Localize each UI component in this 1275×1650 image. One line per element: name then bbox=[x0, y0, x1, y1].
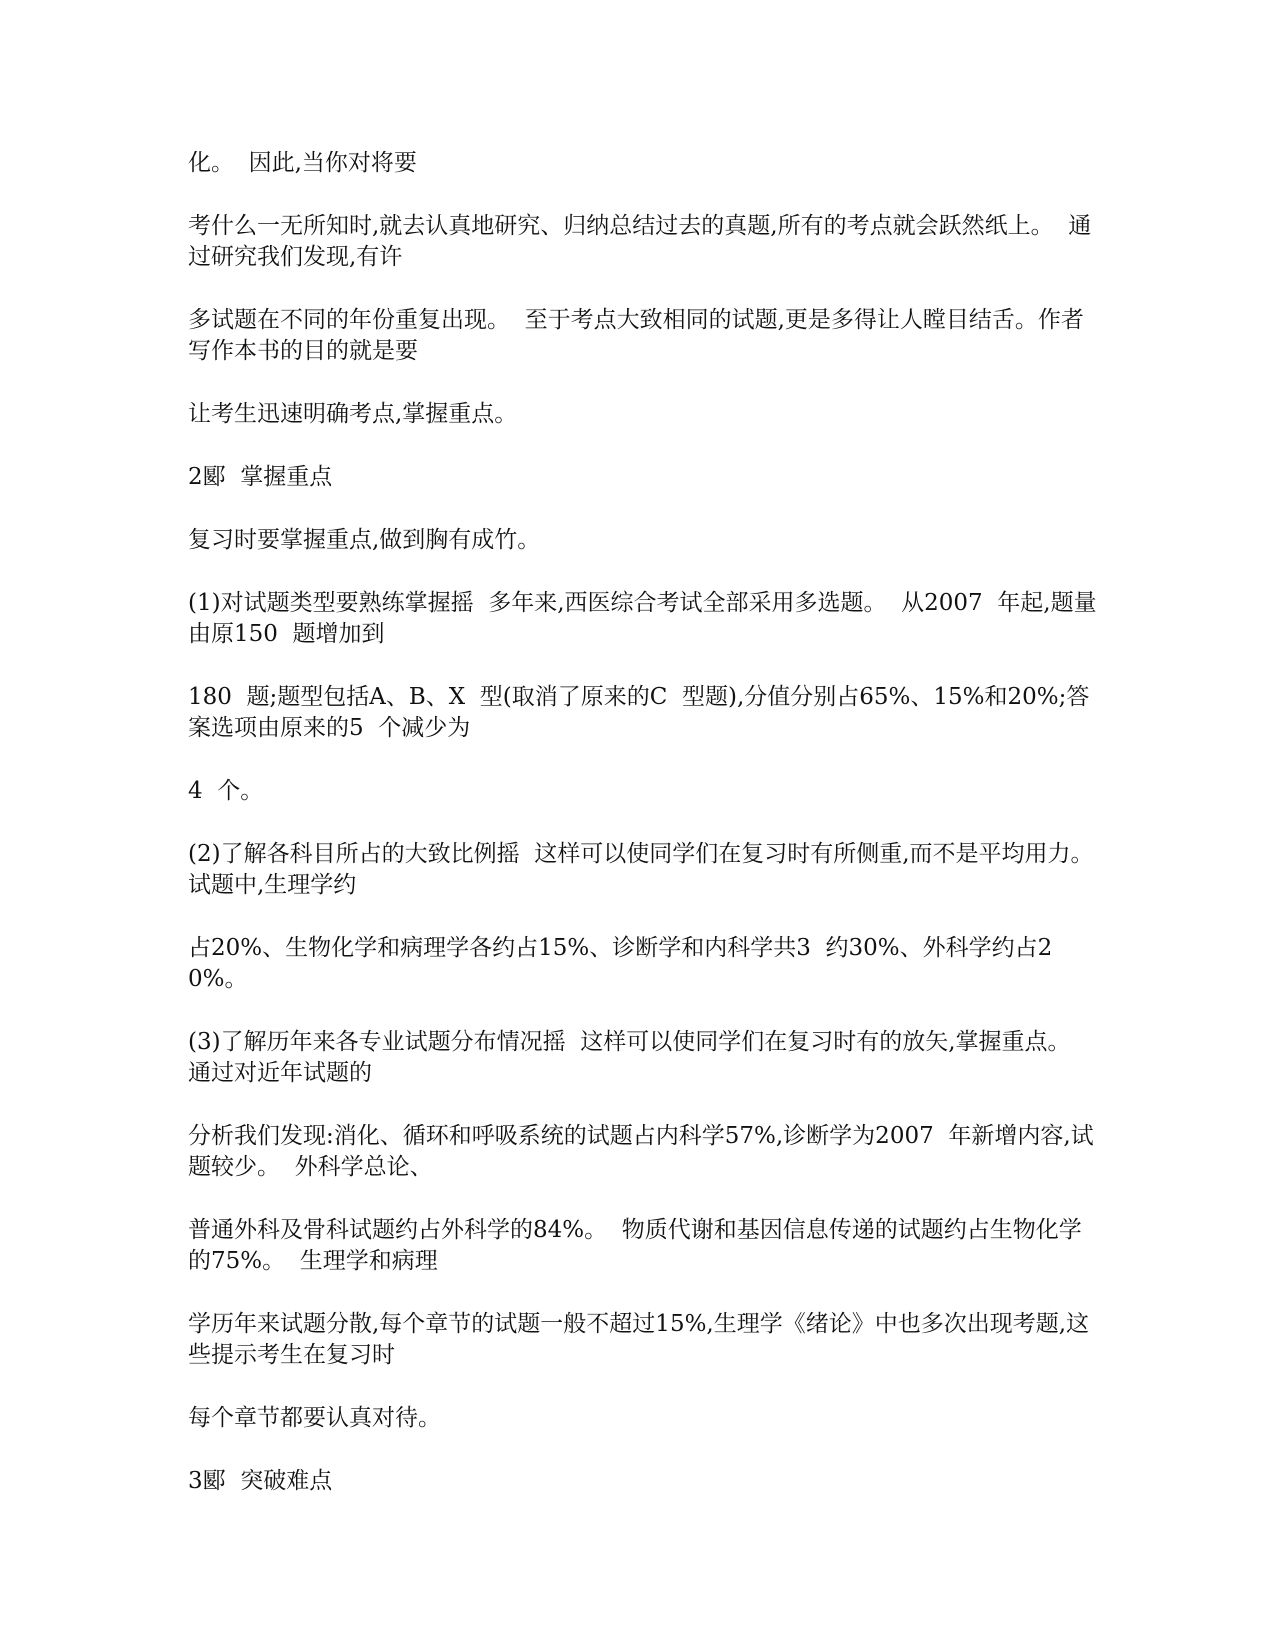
section-heading: 2郾 掌握重点 bbox=[188, 464, 333, 490]
paragraph: 多试题在不同的年份重复出现。 至于考点大致相同的试题,更是多得让人瞠目结舌。作者写作本书的目的就是要 bbox=[188, 307, 1084, 364]
section-heading: 3郾 突破难点 bbox=[188, 1468, 333, 1494]
paragraph: 4 个。 bbox=[188, 778, 264, 804]
paragraph: 化。 因此,当你对将要 bbox=[188, 150, 417, 176]
paragraph: 普通外科及骨科试题约占外科学的84%。 物质代谢和基因信息传递的试题约占生物化学的75%。 生理学和病理 bbox=[188, 1217, 1082, 1274]
paragraph: 让考生迅速明确考点,掌握重点。 bbox=[188, 401, 518, 427]
paragraph: (3)了解历年来各专业试题分布情况摇 这样可以使同学们在复习时有的放矢,掌握重点。 通过对近年试题的 bbox=[188, 1029, 1086, 1086]
paragraph: 分析我们发现:消化、循环和呼吸系统的试题占内科学57%,诊断学为2007 年新增内容,试题较少。 外科学总论、 bbox=[188, 1123, 1094, 1180]
paragraph: (2)了解各科目所占的大致比例摇 这样可以使同学们在复习时有所侧重,而不是平均用力。 试题中,生理学约 bbox=[188, 841, 1109, 898]
paragraph: 考什么一无所知时,就去认真地研究、归纳总结过去的真题,所有的考点就会跃然纸上。 通过研究我们发现,有许 bbox=[188, 213, 1092, 270]
document-body bbox=[188, 148, 1109, 1529]
paragraph: 占20%、生物化学和病理学各约占15%、诊断学和内科学共3 约30%、外科学约占20%。 bbox=[188, 935, 1053, 992]
paragraph: 复习时要掌握重点,做到胸有成竹。 bbox=[188, 527, 541, 553]
paragraph: 180 题;题型包括A、B、X 型(取消了原来的C 型题),分值分别占65%、15%和20%;答案选项由原来的5 个减少为 bbox=[188, 684, 1090, 741]
paragraph: 学历年来试题分散,每个章节的试题一般不超过15%,生理学《绪论》中也多次出现考题,这些提示考生在复习时 bbox=[188, 1311, 1090, 1368]
paragraph: 每个章节都要认真对待。 bbox=[188, 1405, 441, 1431]
paragraph: (1)对试题类型要熟练掌握摇 多年来,西医综合考试全部采用多选题。 从2007 年起,题量由原150 题增加到 bbox=[188, 590, 1097, 647]
